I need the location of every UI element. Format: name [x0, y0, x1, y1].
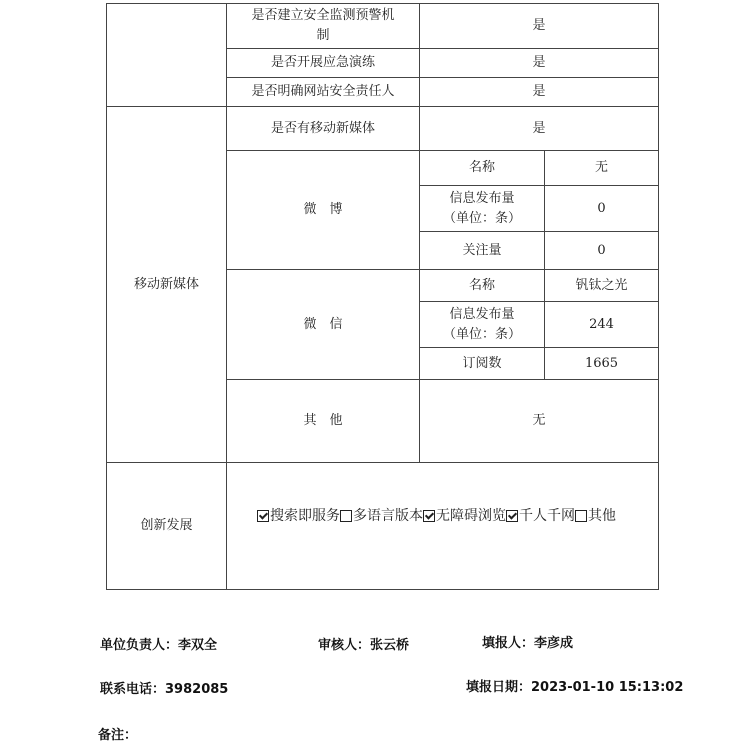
option-search-service[interactable]: 搜索即服务	[257, 508, 340, 524]
weibo-posts-value: 0	[545, 186, 659, 232]
security-section-cell	[107, 4, 227, 107]
phone-value: 3982085	[165, 682, 229, 697]
wechat-label: 微 信	[227, 270, 420, 380]
filler-value: 李彦成	[534, 636, 574, 651]
option-personalized[interactable]: 千人千网	[506, 508, 575, 524]
has-media-label: 是否有移动新媒体	[227, 107, 420, 151]
weibo-follow-value: 0	[545, 232, 659, 270]
innovation-options	[227, 463, 659, 590]
duty-value: 是	[420, 78, 659, 107]
monitor-value: 是	[420, 4, 659, 49]
leader-value: 李双全	[178, 638, 218, 653]
drill-value: 是	[420, 49, 659, 78]
option-other[interactable]: 其他	[575, 508, 616, 524]
option-accessible[interactable]: 无障碍浏览	[423, 508, 506, 524]
phone-info	[100, 678, 228, 697]
phone-label: 联系电话：	[100, 682, 166, 697]
reviewer-value: 张云桥	[370, 638, 410, 653]
drill-label: 是否开展应急演练	[227, 49, 420, 78]
weibo-name-label: 名称	[420, 151, 545, 186]
leader-info	[100, 634, 217, 653]
weibo-name-value: 无	[545, 151, 659, 186]
checkbox-unchecked-icon[interactable]	[340, 510, 352, 522]
date-info	[466, 676, 683, 695]
weibo-label: 微 博	[227, 151, 420, 270]
filler-info	[482, 632, 573, 651]
innovation-label: 创新发展	[107, 463, 227, 590]
monitor-label: 是否建立安全监测预警机制	[227, 4, 420, 49]
weibo-follow-label: 关注量	[420, 232, 545, 270]
date-value: 2023-01-10 15:13:02	[531, 680, 684, 695]
leader-label: 单位负责人：	[100, 638, 179, 653]
report-table	[106, 3, 659, 590]
reviewer-info	[318, 634, 409, 653]
wechat-sub-value: 1665	[545, 348, 659, 380]
checkbox-checked-icon[interactable]	[257, 510, 269, 522]
reviewer-label: 审核人：	[318, 638, 371, 653]
media-section-label: 移动新媒体	[107, 107, 227, 463]
remark-label: 备注：	[98, 728, 138, 743]
checkbox-checked-icon[interactable]	[423, 510, 435, 522]
checkbox-unchecked-icon[interactable]	[575, 510, 587, 522]
wechat-sub-label: 订阅数	[420, 348, 545, 380]
option-multilanguage[interactable]: 多语言版本	[340, 508, 423, 524]
wechat-posts-value: 244	[545, 302, 659, 348]
weibo-posts-label: 信息发布量（单位：条）	[420, 186, 545, 232]
wechat-posts-label: 信息发布量（单位：条）	[420, 302, 545, 348]
other-label: 其 他	[227, 380, 420, 463]
other-value: 无	[420, 380, 659, 463]
wechat-name-label: 名称	[420, 270, 545, 302]
date-label: 填报日期：	[466, 680, 532, 695]
wechat-name-value: 钒钛之光	[545, 270, 659, 302]
duty-label: 是否明确网站安全责任人	[227, 78, 420, 107]
filler-label: 填报人：	[482, 636, 535, 651]
checkbox-checked-icon[interactable]	[506, 510, 518, 522]
has-media-value: 是	[420, 107, 659, 151]
